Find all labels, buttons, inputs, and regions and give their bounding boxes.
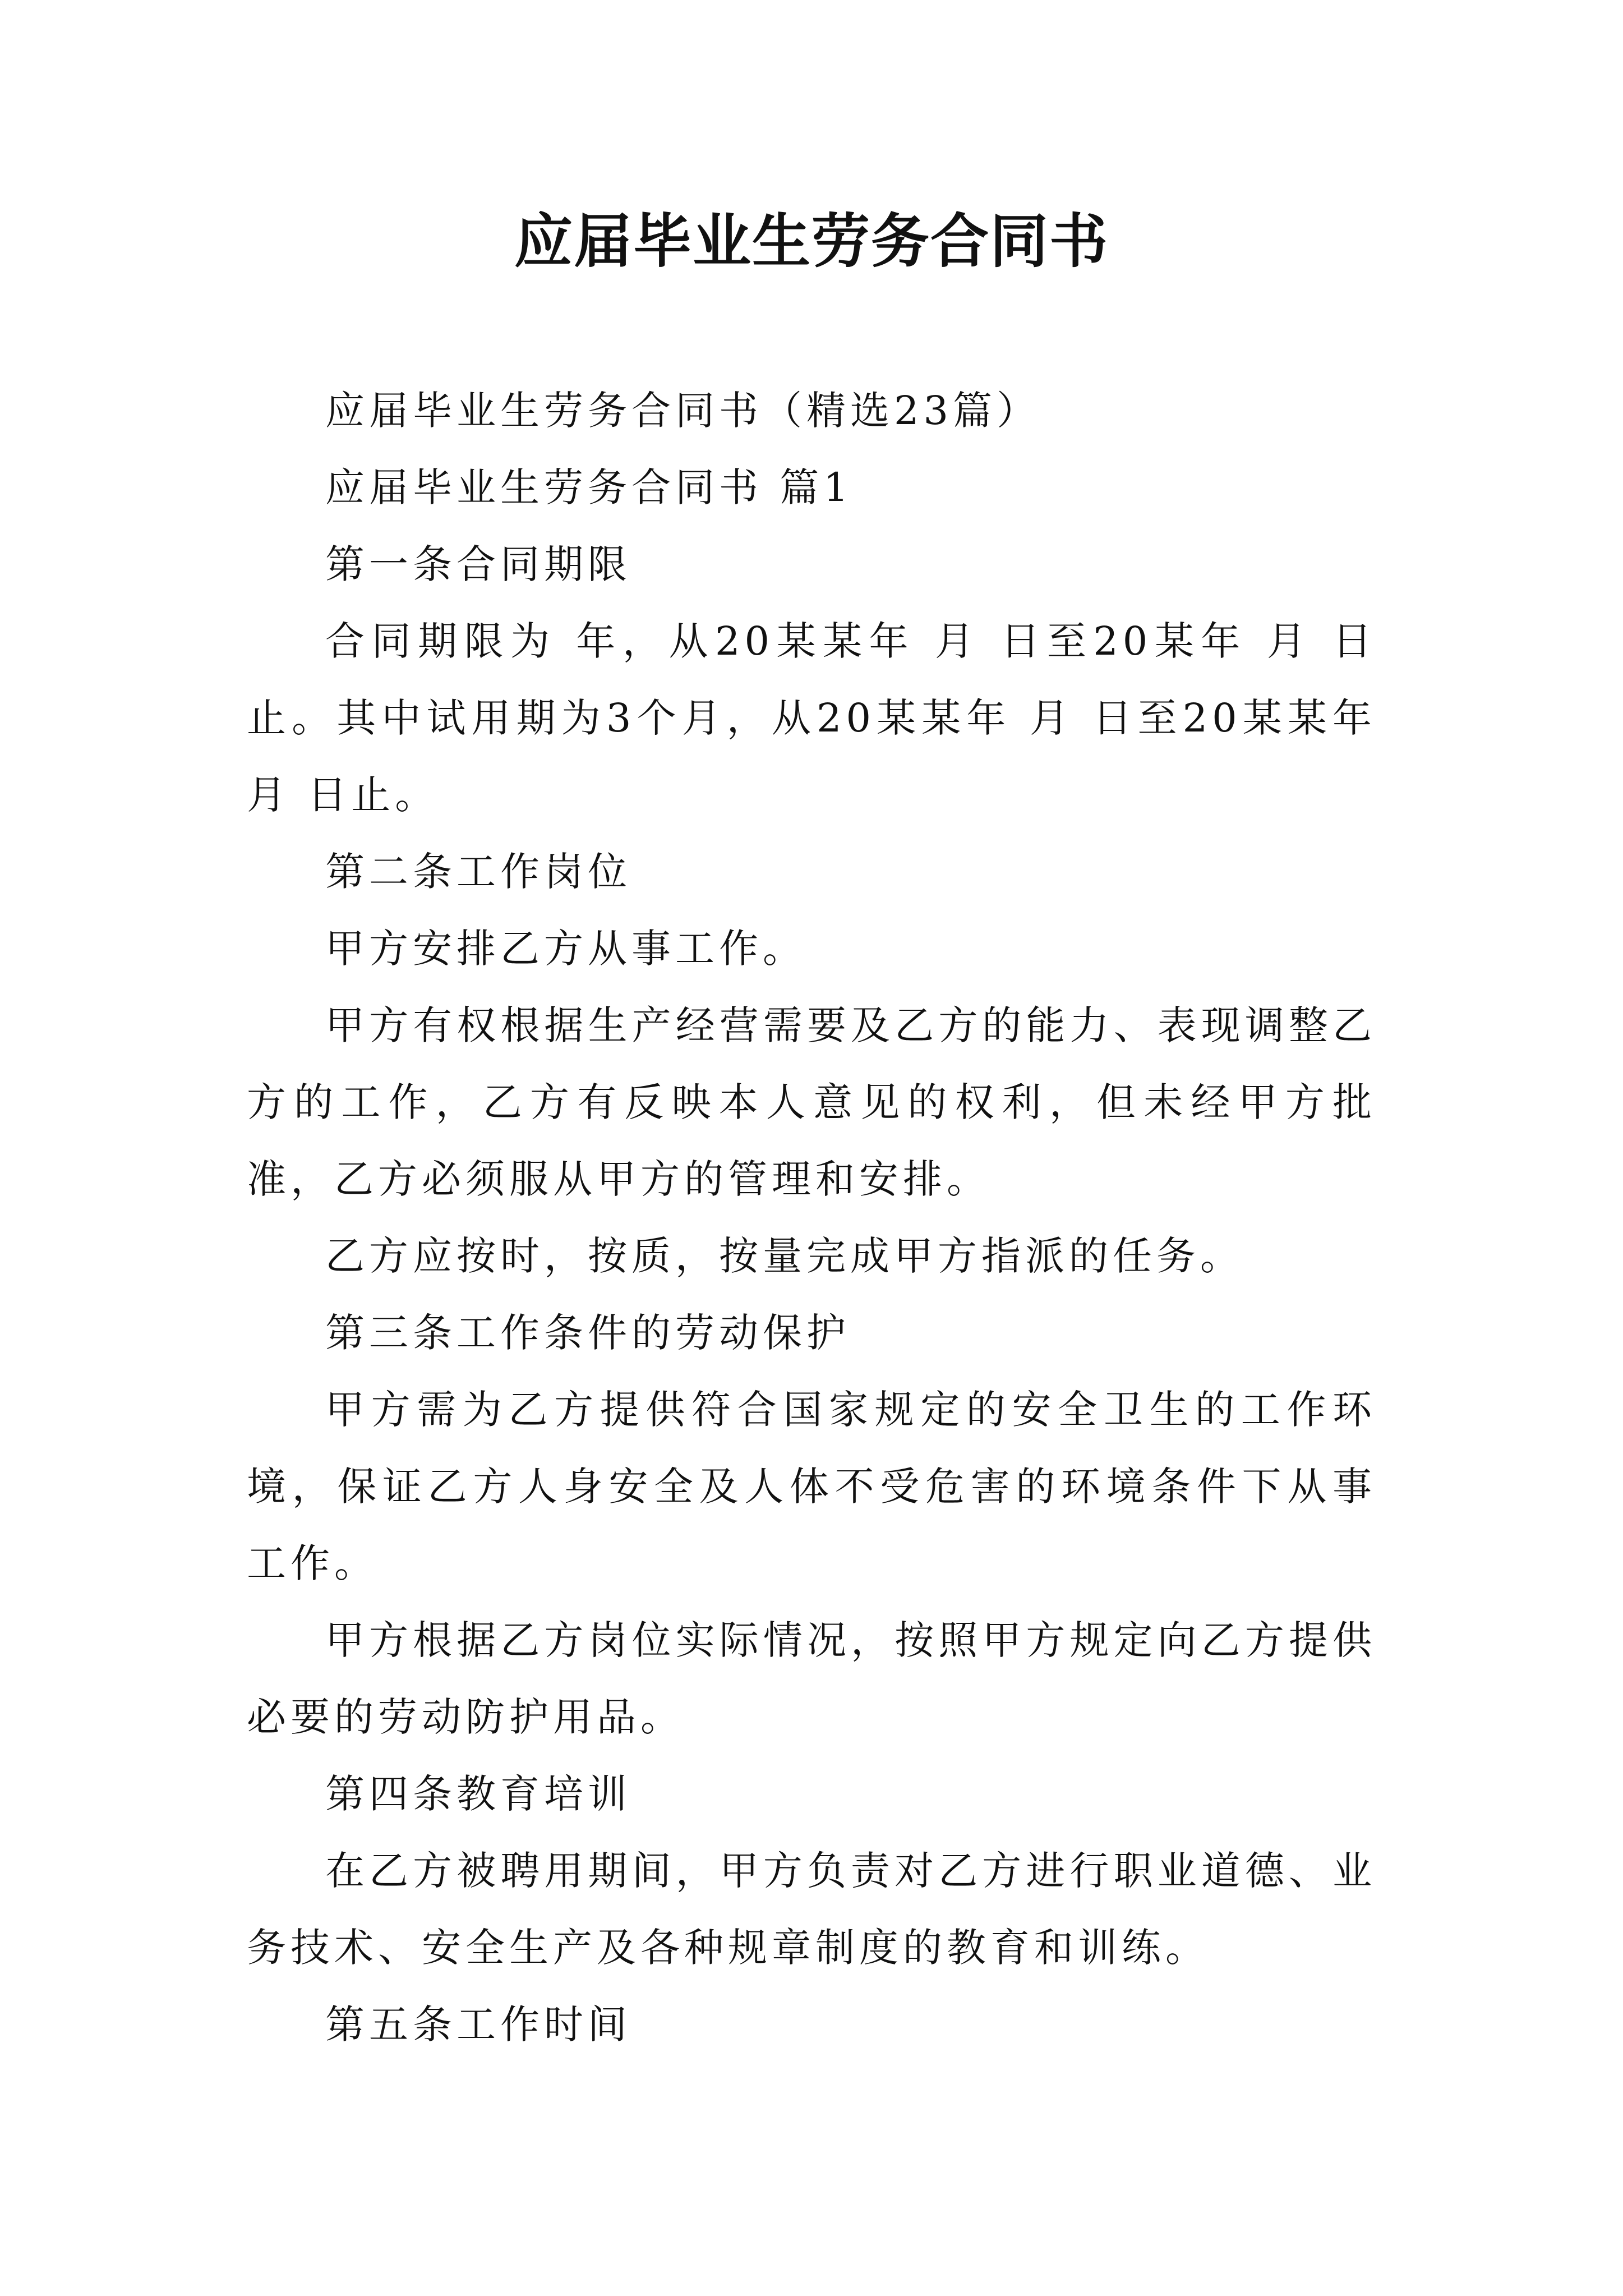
article-1-paragraph: 合同期限为 年，从20某某年 月 日至20某年 月 日止。其中试用期为3个月，从20某某年 月 日至20某某年 月 日止。 bbox=[247, 618, 1376, 818]
article-1-heading: 第一条合同期限 bbox=[325, 541, 631, 587]
article-2-paragraph-3: 乙方应按时，按质，按量完成甲方指派的任务。 bbox=[325, 1233, 1244, 1279]
article-4-paragraph: 在乙方被聘用期间，甲方负责对乙方进行职业道德、业务技术、安全生产及各种规章制度的教育和训练。 bbox=[247, 1848, 1376, 1971]
article-3-heading: 第三条工作条件的劳动保护 bbox=[325, 1310, 850, 1356]
article-3-paragraph-1: 甲方需为乙方提供符合国家规定的安全卫生的工作环境，保证乙方人身安全及人体不受危害的环境条件下从事工作。 bbox=[247, 1387, 1376, 1586]
document-title: 应届毕业生劳务合同书 bbox=[514, 206, 1109, 275]
article-2-paragraph-2: 甲方有权根据生产经营需要及乙方的能力、表现调整乙方的工作，乙方有反映本人意见的权利，但未经甲方批准，乙方必须服从甲方的管理和安排。 bbox=[247, 1002, 1376, 1202]
article-2-heading: 第二条工作岗位 bbox=[325, 849, 631, 895]
subtitle-paragraph: 应届毕业生劳务合同书（精选23篇） bbox=[325, 388, 1041, 434]
article-5-heading: 第五条工作时间 bbox=[325, 2001, 631, 2047]
article-2-paragraph-1: 甲方安排乙方从事工作。 bbox=[325, 926, 806, 972]
article-4-heading: 第四条教育培训 bbox=[325, 1771, 631, 1817]
article-3-paragraph-2: 甲方根据乙方岗位实际情况，按照甲方规定向乙方提供必要的劳动防护用品。 bbox=[247, 1617, 1376, 1740]
section-label-paragraph: 应届毕业生劳务合同书 篇1 bbox=[325, 464, 853, 510]
document-body bbox=[247, 372, 1376, 2063]
